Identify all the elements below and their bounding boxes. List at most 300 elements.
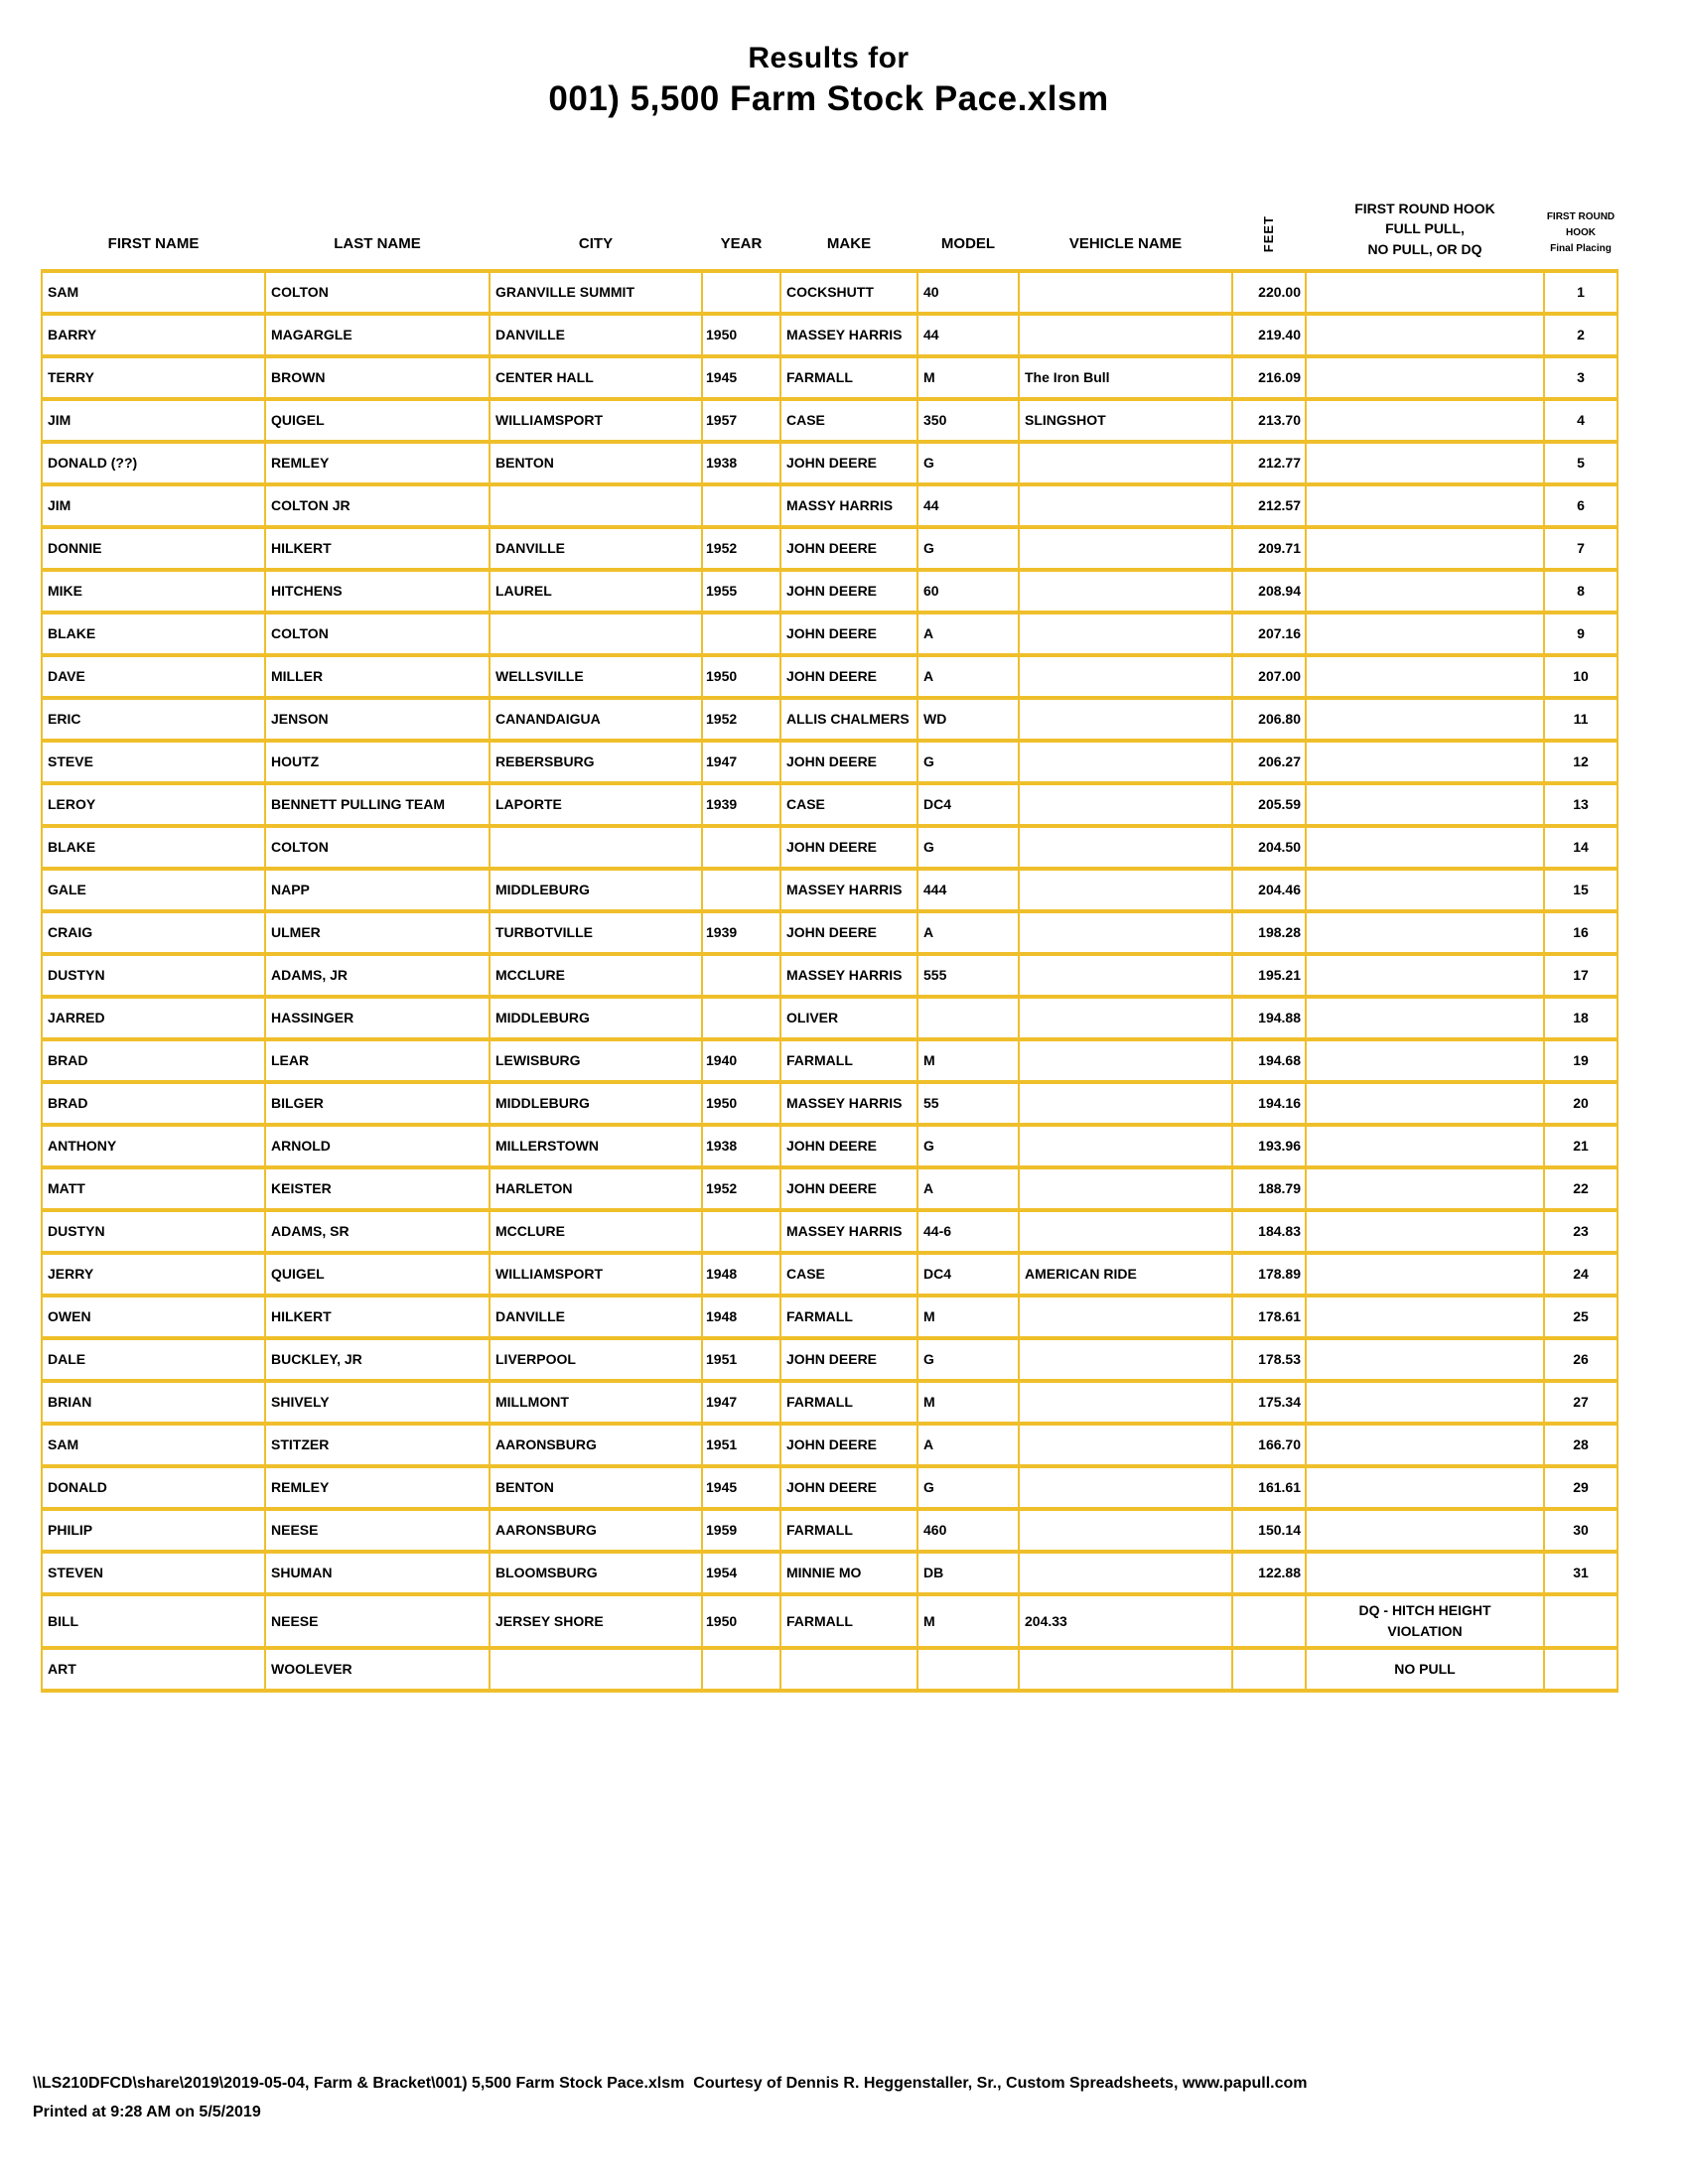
column-header-feet [1232, 199, 1306, 271]
cell-model: DB [917, 1552, 1019, 1594]
cell-city: LAUREL [490, 570, 702, 613]
table-row [42, 826, 1618, 869]
placing-header-line3: Final Placing [1550, 242, 1612, 254]
cell-first-round-hook [1306, 741, 1544, 783]
cell-last-name: COLTON [265, 826, 490, 869]
cell-make: JOHN DEERE [780, 655, 917, 698]
table-row [42, 1296, 1618, 1338]
placing-header-line1: FIRST ROUND [1546, 210, 1616, 222]
cell-city: GRANVILLE SUMMIT [490, 271, 702, 314]
cell-first-round-hook [1306, 698, 1544, 741]
cell-first-round-hook [1306, 1210, 1544, 1253]
results-table-body [42, 271, 1618, 1691]
cell-vehicle-name [1019, 783, 1232, 826]
results-table [41, 199, 1618, 1693]
cell-last-name: COLTON JR [265, 484, 490, 527]
cell-last-name: REMLEY [265, 442, 490, 484]
cell-year: 1954 [702, 1552, 780, 1594]
cell-make [780, 1648, 917, 1691]
cell-vehicle-name [1019, 1296, 1232, 1338]
cell-model: 44 [917, 484, 1019, 527]
table-row [42, 1039, 1618, 1082]
cell-city [490, 613, 702, 655]
cell-feet: 188.79 [1232, 1167, 1306, 1210]
cell-last-name: BILGER [265, 1082, 490, 1125]
cell-feet: 166.70 [1232, 1424, 1306, 1466]
hook-status-text: NO PULL [1394, 1660, 1456, 1677]
cell-first-round-hook [1306, 954, 1544, 997]
cell-feet: 175.34 [1232, 1381, 1306, 1424]
cell-feet: 195.21 [1232, 954, 1306, 997]
cell-year: 1952 [702, 698, 780, 741]
cell-year: 1938 [702, 1125, 780, 1167]
cell-first-name: LEROY [42, 783, 265, 826]
cell-make: JOHN DEERE [780, 1466, 917, 1509]
cell-make: JOHN DEERE [780, 1338, 917, 1381]
cell-make: MASSEY HARRIS [780, 1210, 917, 1253]
hook-header-line1: FIRST ROUND HOOK [1354, 201, 1495, 216]
cell-model: 40 [917, 271, 1019, 314]
table-row [42, 1253, 1618, 1296]
cell-final-placing: 29 [1544, 1466, 1618, 1509]
column-header-model: MODEL [940, 234, 996, 252]
header-row [42, 199, 1618, 271]
cell-final-placing: 30 [1544, 1509, 1618, 1552]
cell-make: MASSEY HARRIS [780, 1082, 917, 1125]
cell-model: 44-6 [917, 1210, 1019, 1253]
cell-vehicle-name [1019, 698, 1232, 741]
cell-city: BLOOMSBURG [490, 1552, 702, 1594]
cell-last-name: COLTON [265, 613, 490, 655]
cell-vehicle-name [1019, 911, 1232, 954]
cell-final-placing: 20 [1544, 1082, 1618, 1125]
cell-first-round-hook [1306, 399, 1544, 442]
cell-year: 1948 [702, 1253, 780, 1296]
cell-feet: 206.80 [1232, 698, 1306, 741]
cell-last-name: NEESE [265, 1594, 490, 1648]
cell-feet: 213.70 [1232, 399, 1306, 442]
cell-final-placing: 6 [1544, 484, 1618, 527]
cell-model: A [917, 613, 1019, 655]
cell-model: G [917, 1338, 1019, 1381]
cell-make: ALLIS CHALMERS [780, 698, 917, 741]
cell-city: JERSEY SHORE [490, 1594, 702, 1648]
cell-vehicle-name [1019, 484, 1232, 527]
cell-city: DANVILLE [490, 527, 702, 570]
cell-year [702, 954, 780, 997]
placing-header-line2: HOOK [1566, 226, 1596, 238]
cell-final-placing: 26 [1544, 1338, 1618, 1381]
cell-year [702, 826, 780, 869]
cell-first-round-hook [1306, 1167, 1544, 1210]
cell-first-round-hook [1306, 527, 1544, 570]
cell-first-name: JIM [42, 484, 265, 527]
cell-first-round-hook [1306, 271, 1544, 314]
cell-city: DANVILLE [490, 314, 702, 356]
cell-year: 1939 [702, 911, 780, 954]
cell-vehicle-name: The Iron Bull [1019, 356, 1232, 399]
cell-final-placing: 13 [1544, 783, 1618, 826]
cell-final-placing: 9 [1544, 613, 1618, 655]
cell-model: DC4 [917, 1253, 1019, 1296]
cell-year: 1940 [702, 1039, 780, 1082]
cell-city: MCCLURE [490, 1210, 702, 1253]
footer-printed-line: Printed at 9:28 AM on 5/5/2019 [33, 2104, 261, 2120]
cell-city: REBERSBURG [490, 741, 702, 783]
cell-final-placing: 10 [1544, 655, 1618, 698]
table-row [42, 484, 1618, 527]
cell-vehicle-name [1019, 1039, 1232, 1082]
table-row [42, 1552, 1618, 1594]
cell-last-name: HILKERT [265, 1296, 490, 1338]
cell-make: MASSEY HARRIS [780, 869, 917, 911]
cell-feet: 178.61 [1232, 1296, 1306, 1338]
cell-make: JOHN DEERE [780, 1424, 917, 1466]
cell-year: 1952 [702, 1167, 780, 1210]
cell-last-name: WOOLEVER [265, 1648, 490, 1691]
column-header-city: CITY [578, 234, 614, 252]
cell-city: MCCLURE [490, 954, 702, 997]
cell-model: 350 [917, 399, 1019, 442]
cell-final-placing [1544, 1594, 1618, 1648]
cell-year: 1950 [702, 314, 780, 356]
cell-final-placing: 28 [1544, 1424, 1618, 1466]
cell-last-name: STITZER [265, 1424, 490, 1466]
cell-first-name: DONNIE [42, 527, 265, 570]
cell-first-name: CRAIG [42, 911, 265, 954]
cell-model: 60 [917, 570, 1019, 613]
cell-year: 1957 [702, 399, 780, 442]
cell-vehicle-name [1019, 741, 1232, 783]
cell-first-round-hook [1306, 1594, 1544, 1648]
cell-last-name: NAPP [265, 869, 490, 911]
cell-feet: 209.71 [1232, 527, 1306, 570]
table-row [42, 869, 1618, 911]
cell-last-name: NEESE [265, 1509, 490, 1552]
cell-vehicle-name [1019, 613, 1232, 655]
table-row [42, 314, 1618, 356]
cell-first-name: ERIC [42, 698, 265, 741]
table-row [42, 1466, 1618, 1509]
cell-model: 460 [917, 1509, 1019, 1552]
cell-vehicle-name [1019, 570, 1232, 613]
cell-first-round-hook [1306, 1039, 1544, 1082]
table-row [42, 1381, 1618, 1424]
cell-first-name: BILL [42, 1594, 265, 1648]
cell-year: 1950 [702, 1082, 780, 1125]
table-row [42, 527, 1618, 570]
cell-first-round-hook [1306, 655, 1544, 698]
cell-feet: 178.53 [1232, 1338, 1306, 1381]
cell-first-name: DUSTYN [42, 1210, 265, 1253]
cell-city: MILLMONT [490, 1381, 702, 1424]
cell-first-name: MIKE [42, 570, 265, 613]
cell-first-name: MATT [42, 1167, 265, 1210]
cell-make: FARMALL [780, 1381, 917, 1424]
cell-model: G [917, 1466, 1019, 1509]
cell-first-name: JERRY [42, 1253, 265, 1296]
cell-feet: 204.50 [1232, 826, 1306, 869]
cell-city: AARONSBURG [490, 1424, 702, 1466]
cell-year: 1951 [702, 1424, 780, 1466]
cell-city: WELLSVILLE [490, 655, 702, 698]
cell-feet: 212.77 [1232, 442, 1306, 484]
cell-model: M [917, 1594, 1019, 1648]
cell-make: JOHN DEERE [780, 527, 917, 570]
cell-last-name: HOUTZ [265, 741, 490, 783]
hook-status-text: DQ - HITCH HEIGHT VIOLATION [1358, 1601, 1491, 1639]
cell-first-name: GALE [42, 869, 265, 911]
cell-last-name: LEAR [265, 1039, 490, 1082]
cell-vehicle-name [1019, 442, 1232, 484]
cell-city: LIVERPOOL [490, 1338, 702, 1381]
cell-model: G [917, 442, 1019, 484]
cell-final-placing: 23 [1544, 1210, 1618, 1253]
cell-feet: 205.59 [1232, 783, 1306, 826]
cell-final-placing: 21 [1544, 1125, 1618, 1167]
hook-header-line2: FULL PULL, [1385, 220, 1465, 237]
cell-first-name: JARRED [42, 997, 265, 1039]
cell-feet: 194.68 [1232, 1039, 1306, 1082]
cell-model: M [917, 356, 1019, 399]
cell-first-round-hook [1306, 1253, 1544, 1296]
cell-last-name: SHUMAN [265, 1552, 490, 1594]
table-row [42, 1125, 1618, 1167]
cell-first-round-hook [1306, 1381, 1544, 1424]
cell-first-name: SAM [42, 271, 265, 314]
cell-vehicle-name: 204.33 [1019, 1594, 1232, 1648]
cell-last-name: COLTON [265, 271, 490, 314]
table-row [42, 442, 1618, 484]
cell-feet: 212.57 [1232, 484, 1306, 527]
cell-vehicle-name [1019, 1125, 1232, 1167]
footer-path-line: \\LS210DFCD\share\2019\2019-05-04, Farm & Bracket\001) 5,500 Farm Stock Pace.xlsm Courtesy of Dennis R. Heggenstaller, Sr., Custom Spreadsheets, www.papull.com [33, 2075, 1308, 2092]
cell-first-round-hook [1306, 869, 1544, 911]
cell-first-round-hook [1306, 826, 1544, 869]
cell-year [702, 869, 780, 911]
cell-first-round-hook [1306, 1296, 1544, 1338]
cell-last-name: HITCHENS [265, 570, 490, 613]
cell-first-round-hook [1306, 484, 1544, 527]
cell-last-name: QUIGEL [265, 399, 490, 442]
cell-first-name: TERRY [42, 356, 265, 399]
cell-first-name: PHILIP [42, 1509, 265, 1552]
cell-model: 555 [917, 954, 1019, 997]
cell-vehicle-name [1019, 1648, 1232, 1691]
cell-first-round-hook [1306, 314, 1544, 356]
cell-year: 1955 [702, 570, 780, 613]
cell-final-placing: 12 [1544, 741, 1618, 783]
cell-final-placing: 17 [1544, 954, 1618, 997]
cell-feet [1232, 1648, 1306, 1691]
cell-make: JOHN DEERE [780, 741, 917, 783]
cell-year [702, 271, 780, 314]
cell-first-name: SAM [42, 1424, 265, 1466]
table-row [42, 1338, 1618, 1381]
cell-feet: 207.00 [1232, 655, 1306, 698]
cell-city: TURBOTVILLE [490, 911, 702, 954]
cell-city: LAPORTE [490, 783, 702, 826]
cell-model: G [917, 527, 1019, 570]
cell-vehicle-name [1019, 1466, 1232, 1509]
cell-make: JOHN DEERE [780, 570, 917, 613]
cell-year: 1938 [702, 442, 780, 484]
cell-city: AARONSBURG [490, 1509, 702, 1552]
table-row [42, 1509, 1618, 1552]
cell-last-name: ARNOLD [265, 1125, 490, 1167]
cell-year [702, 1210, 780, 1253]
cell-model [917, 1648, 1019, 1691]
cell-last-name: BUCKLEY, JR [265, 1338, 490, 1381]
cell-make: FARMALL [780, 1039, 917, 1082]
table-row [42, 954, 1618, 997]
cell-feet: 178.89 [1232, 1253, 1306, 1296]
cell-final-placing: 2 [1544, 314, 1618, 356]
cell-first-name: BLAKE [42, 826, 265, 869]
cell-final-placing: 19 [1544, 1039, 1618, 1082]
cell-year [702, 1648, 780, 1691]
hook-header-line3: NO PULL, OR DQ [1367, 240, 1482, 257]
cell-year: 1959 [702, 1509, 780, 1552]
cell-year: 1945 [702, 1466, 780, 1509]
cell-first-round-hook [1306, 1648, 1544, 1691]
cell-last-name: HASSINGER [265, 997, 490, 1039]
cell-first-name: ANTHONY [42, 1125, 265, 1167]
cell-make: FARMALL [780, 1509, 917, 1552]
cell-feet: 198.28 [1232, 911, 1306, 954]
cell-year: 1939 [702, 783, 780, 826]
cell-feet: 207.16 [1232, 613, 1306, 655]
cell-vehicle-name [1019, 1381, 1232, 1424]
table-row [42, 1167, 1618, 1210]
cell-vehicle-name [1019, 997, 1232, 1039]
cell-first-name: BLAKE [42, 613, 265, 655]
column-header-vehicle-name: VEHICLE NAME [1068, 234, 1183, 252]
cell-first-round-hook [1306, 1125, 1544, 1167]
cell-make: MASSY HARRIS [780, 484, 917, 527]
cell-first-round-hook [1306, 1424, 1544, 1466]
cell-vehicle-name [1019, 655, 1232, 698]
cell-first-name: DUSTYN [42, 954, 265, 997]
cell-make: MINNIE MO [780, 1552, 917, 1594]
cell-vehicle-name [1019, 826, 1232, 869]
cell-vehicle-name: AMERICAN RIDE [1019, 1253, 1232, 1296]
cell-final-placing [1544, 1648, 1618, 1691]
cell-first-name: DAVE [42, 655, 265, 698]
cell-city: HARLETON [490, 1167, 702, 1210]
cell-city: CENTER HALL [490, 356, 702, 399]
cell-model: A [917, 1424, 1019, 1466]
cell-last-name: KEISTER [265, 1167, 490, 1210]
cell-feet: 194.88 [1232, 997, 1306, 1039]
cell-final-placing: 3 [1544, 356, 1618, 399]
cell-make: FARMALL [780, 1296, 917, 1338]
cell-vehicle-name [1019, 271, 1232, 314]
cell-first-round-hook [1306, 356, 1544, 399]
cell-model: WD [917, 698, 1019, 741]
cell-year: 1947 [702, 1381, 780, 1424]
cell-model: G [917, 1125, 1019, 1167]
cell-city [490, 484, 702, 527]
cell-model: 444 [917, 869, 1019, 911]
cell-city: MIDDLEBURG [490, 997, 702, 1039]
cell-year [702, 997, 780, 1039]
cell-vehicle-name [1019, 1167, 1232, 1210]
cell-make: COCKSHUTT [780, 271, 917, 314]
table-row [42, 399, 1618, 442]
cell-model: A [917, 1167, 1019, 1210]
cell-last-name: MILLER [265, 655, 490, 698]
cell-feet: 220.00 [1232, 271, 1306, 314]
cell-last-name: JENSON [265, 698, 490, 741]
cell-feet [1232, 1594, 1306, 1648]
cell-city [490, 1648, 702, 1691]
cell-make: JOHN DEERE [780, 613, 917, 655]
cell-first-name: BARRY [42, 314, 265, 356]
cell-first-name: DALE [42, 1338, 265, 1381]
cell-vehicle-name [1019, 1338, 1232, 1381]
cell-final-placing: 8 [1544, 570, 1618, 613]
table-row [42, 1210, 1618, 1253]
cell-feet: 206.27 [1232, 741, 1306, 783]
cell-final-placing: 25 [1544, 1296, 1618, 1338]
column-header-year: YEAR [720, 234, 763, 252]
cell-model [917, 997, 1019, 1039]
table-row [42, 356, 1618, 399]
cell-city: DANVILLE [490, 1296, 702, 1338]
cell-city: WILLIAMSPORT [490, 399, 702, 442]
cell-vehicle-name [1019, 1082, 1232, 1125]
cell-model: DC4 [917, 783, 1019, 826]
cell-city: MIDDLEBURG [490, 869, 702, 911]
cell-first-name: BRAD [42, 1039, 265, 1082]
cell-first-round-hook [1306, 1552, 1544, 1594]
cell-vehicle-name [1019, 869, 1232, 911]
cell-year: 1951 [702, 1338, 780, 1381]
table-row [42, 911, 1618, 954]
cell-make: JOHN DEERE [780, 1167, 917, 1210]
cell-year: 1950 [702, 655, 780, 698]
cell-final-placing: 16 [1544, 911, 1618, 954]
cell-last-name: MAGARGLE [265, 314, 490, 356]
cell-vehicle-name [1019, 527, 1232, 570]
cell-first-round-hook [1306, 570, 1544, 613]
cell-final-placing: 22 [1544, 1167, 1618, 1210]
cell-final-placing: 18 [1544, 997, 1618, 1039]
cell-city: WILLIAMSPORT [490, 1253, 702, 1296]
cell-vehicle-name [1019, 954, 1232, 997]
cell-model: 44 [917, 314, 1019, 356]
cell-vehicle-name [1019, 314, 1232, 356]
cell-feet: 150.14 [1232, 1509, 1306, 1552]
cell-make: JOHN DEERE [780, 1125, 917, 1167]
cell-first-round-hook [1306, 783, 1544, 826]
cell-final-placing: 15 [1544, 869, 1618, 911]
page-title-line2: 001) 5,500 Farm Stock Pace.xlsm [548, 79, 1109, 118]
feet-header-rotated-label: FEET [1261, 214, 1277, 252]
cell-make: MASSEY HARRIS [780, 954, 917, 997]
cell-first-name: BRAD [42, 1082, 265, 1125]
cell-feet: 161.61 [1232, 1466, 1306, 1509]
table-row [42, 613, 1618, 655]
cell-first-name: ART [42, 1648, 265, 1691]
cell-last-name: HILKERT [265, 527, 490, 570]
cell-first-name: STEVEN [42, 1552, 265, 1594]
cell-first-name: DONALD [42, 1466, 265, 1509]
cell-first-name: STEVE [42, 741, 265, 783]
cell-city [490, 826, 702, 869]
cell-last-name: REMLEY [265, 1466, 490, 1509]
